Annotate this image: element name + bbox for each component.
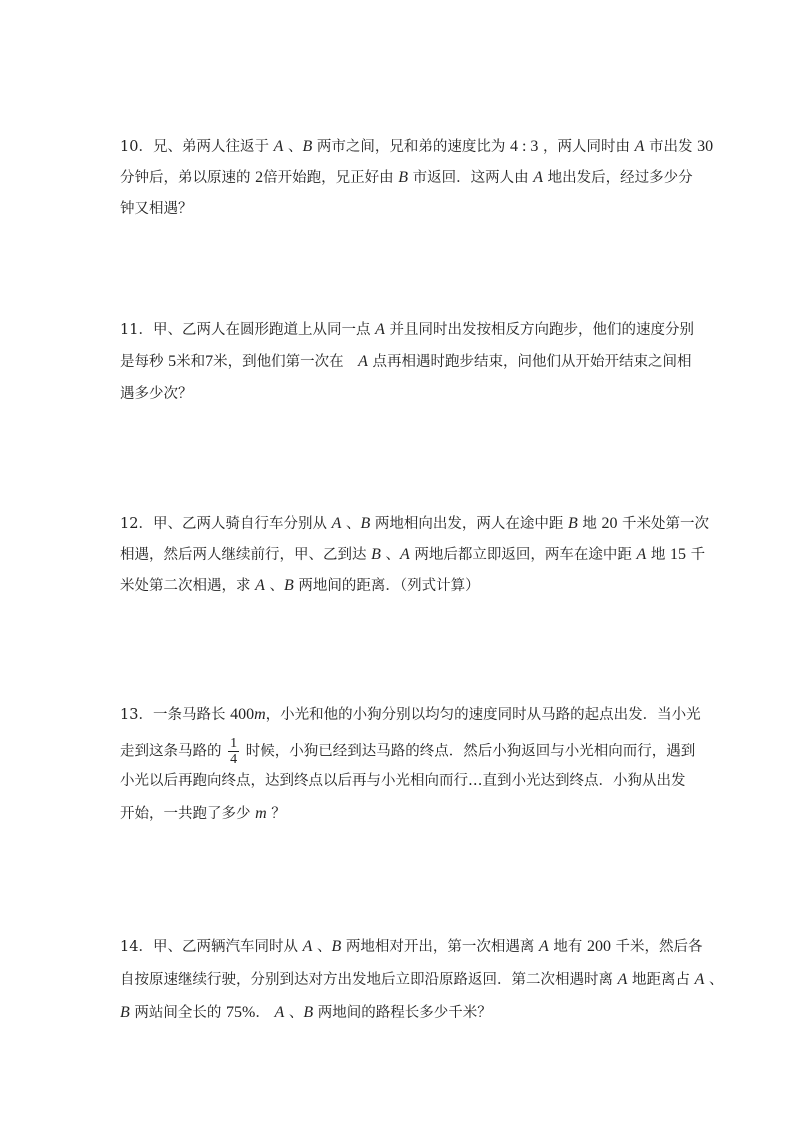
text-segment: 走到这条马路的 <box>120 743 227 760</box>
math-variable: A <box>694 971 705 988</box>
text-segment: 米处第二次相遇，求 <box>120 578 256 594</box>
text-segment: 钟又相遇？ <box>120 201 193 217</box>
text-segment: ． <box>255 1005 275 1021</box>
math-variable: m <box>254 706 266 723</box>
text-segment: 倍开始跑，兄正好由 <box>263 170 399 186</box>
math-variable: B <box>302 138 313 155</box>
text-segment: 两地相对开出，第一次相遇离 <box>341 939 539 955</box>
math-variable: A <box>331 515 342 532</box>
text-segment: 11．甲、乙两人在圆形跑道上从同一点 <box>120 322 376 338</box>
problem-line <box>120 769 686 790</box>
problem-line <box>120 318 694 339</box>
text-segment: ，两人同时由 <box>538 139 635 155</box>
text-segment: 10．兄、弟两人往返于 <box>120 139 274 155</box>
problem-line <box>120 1001 492 1022</box>
text-segment: 两市之间，兄和弟的速度比为 <box>312 139 510 155</box>
text-segment: 、 <box>284 1005 304 1021</box>
text-segment: 、 <box>704 972 724 988</box>
text-segment: 市返回．这两人由 <box>408 170 534 186</box>
number: 20 <box>601 515 618 532</box>
text-segment: 14．甲、乙两辆汽车同时从 <box>120 939 303 955</box>
math-variable: A <box>255 577 265 594</box>
text-segment: 开始，一共跑了多少 <box>120 806 256 822</box>
problem-line <box>120 166 693 187</box>
text-segment: 地出发后，经过多少分 <box>543 170 693 186</box>
text-segment: 米和 <box>176 354 206 370</box>
text-segment: 、 <box>283 139 303 155</box>
text-segment: 、 <box>312 939 332 955</box>
text-segment: 千米，然后各 <box>610 939 703 955</box>
math-variable: B <box>567 515 578 532</box>
text-segment: 地 <box>646 547 670 563</box>
math-variable: A <box>533 169 543 186</box>
problem-line <box>120 703 701 724</box>
problem-line <box>120 382 193 403</box>
number: 400 <box>230 706 255 723</box>
text-segment: 点再相遇时跑步结束，问他们从开始开结束之间相 <box>367 354 692 370</box>
text-segment: 、 <box>264 578 284 594</box>
math-variable: A <box>358 353 368 370</box>
text-segment: 市出发 <box>644 139 698 155</box>
number: 4 : 3 <box>509 138 539 155</box>
text-segment: 千 <box>686 547 706 563</box>
text-segment: 米，到他们第一次在 <box>213 354 359 370</box>
math-variable: A <box>375 321 385 338</box>
text-segment: 小光以后再跑向终点，达到终点以后再与小光相向而行…直到小光达到终点．小狗从出发 <box>120 773 686 789</box>
text-segment: 、 <box>380 547 400 563</box>
text-segment: 是每秒 <box>120 354 169 370</box>
text-segment: 两站间全长的 <box>129 1005 226 1021</box>
text-segment: 两地间的距离．（列式计算） <box>293 578 480 594</box>
text-segment: 分钟后，弟以原速的 <box>120 170 256 186</box>
text-segment: 12．甲、乙两人骑自行车分别从 <box>120 516 332 532</box>
problem-line <box>120 968 724 989</box>
math-variable: B <box>120 1004 130 1021</box>
text-segment: 遇多少次？ <box>120 386 193 402</box>
math-variable: A <box>634 138 645 155</box>
math-variable: A <box>538 938 549 955</box>
text-segment: 两地相向出发，两人在途中距 <box>370 516 568 532</box>
problem-line <box>120 543 705 564</box>
problem-line <box>120 350 692 371</box>
math-variable: A <box>400 546 410 563</box>
number: 15 <box>670 546 686 563</box>
math-variable: A <box>302 938 313 955</box>
math-variable: A <box>273 138 284 155</box>
number: 200 <box>586 938 611 955</box>
text-segment: 13．一条马路长 <box>120 707 231 723</box>
text-segment: ？ <box>266 806 286 822</box>
math-variable: B <box>398 169 408 186</box>
text-segment: 两地间的路程长多少千米？ <box>313 1005 492 1021</box>
math-variable: A <box>636 546 647 563</box>
problem-line <box>120 197 193 218</box>
text-segment: 千米处第一次 <box>617 516 710 532</box>
number: 75% <box>226 1004 256 1021</box>
text-segment: 并且同时出发按相反方向跑步，他们的速度分别 <box>384 322 694 338</box>
fraction-denominator: 4 <box>230 752 238 767</box>
problem-line <box>120 736 695 767</box>
text-segment: ，小光和他的小狗分别以均匀的速度同时从马路的起点出发．当小光 <box>265 707 701 723</box>
math-variable: B <box>284 577 294 594</box>
math-variable: A <box>617 971 628 988</box>
problem-line <box>120 512 709 533</box>
number: 2 <box>255 169 264 186</box>
math-variable: m <box>255 805 267 822</box>
text-segment: 地距离占 <box>627 972 695 988</box>
text-segment: 相遇，然后两人继续前行，甲、乙到达 <box>120 547 372 563</box>
text-segment: 自按原速继续行驶，分别到达对方出发地后立即沿原路返回．第二次相遇时离 <box>120 972 618 988</box>
number: 5 <box>168 353 177 370</box>
math-variable: B <box>371 546 381 563</box>
fraction <box>228 736 239 767</box>
problem-line <box>120 135 713 156</box>
math-variable: B <box>303 1004 314 1021</box>
problem-line <box>120 935 703 956</box>
text-segment: 两地后都立即返回，两车在途中距 <box>409 547 637 563</box>
problem-line <box>120 574 480 595</box>
text-segment: 时候，小狗已经到达马路的终点．然后小狗返回与小光相向而行，遇到 <box>241 743 696 760</box>
math-variable: B <box>331 938 342 955</box>
text-segment: 、 <box>341 516 361 532</box>
problem-line <box>120 802 286 823</box>
text-segment: 地 <box>577 516 602 532</box>
number: 7 <box>205 353 214 370</box>
math-variable: A <box>274 1004 285 1021</box>
fraction-numerator: 1 <box>230 736 238 751</box>
math-variable: B <box>360 515 371 532</box>
number: 30 <box>697 138 714 155</box>
text-segment: 地有 <box>548 939 587 955</box>
